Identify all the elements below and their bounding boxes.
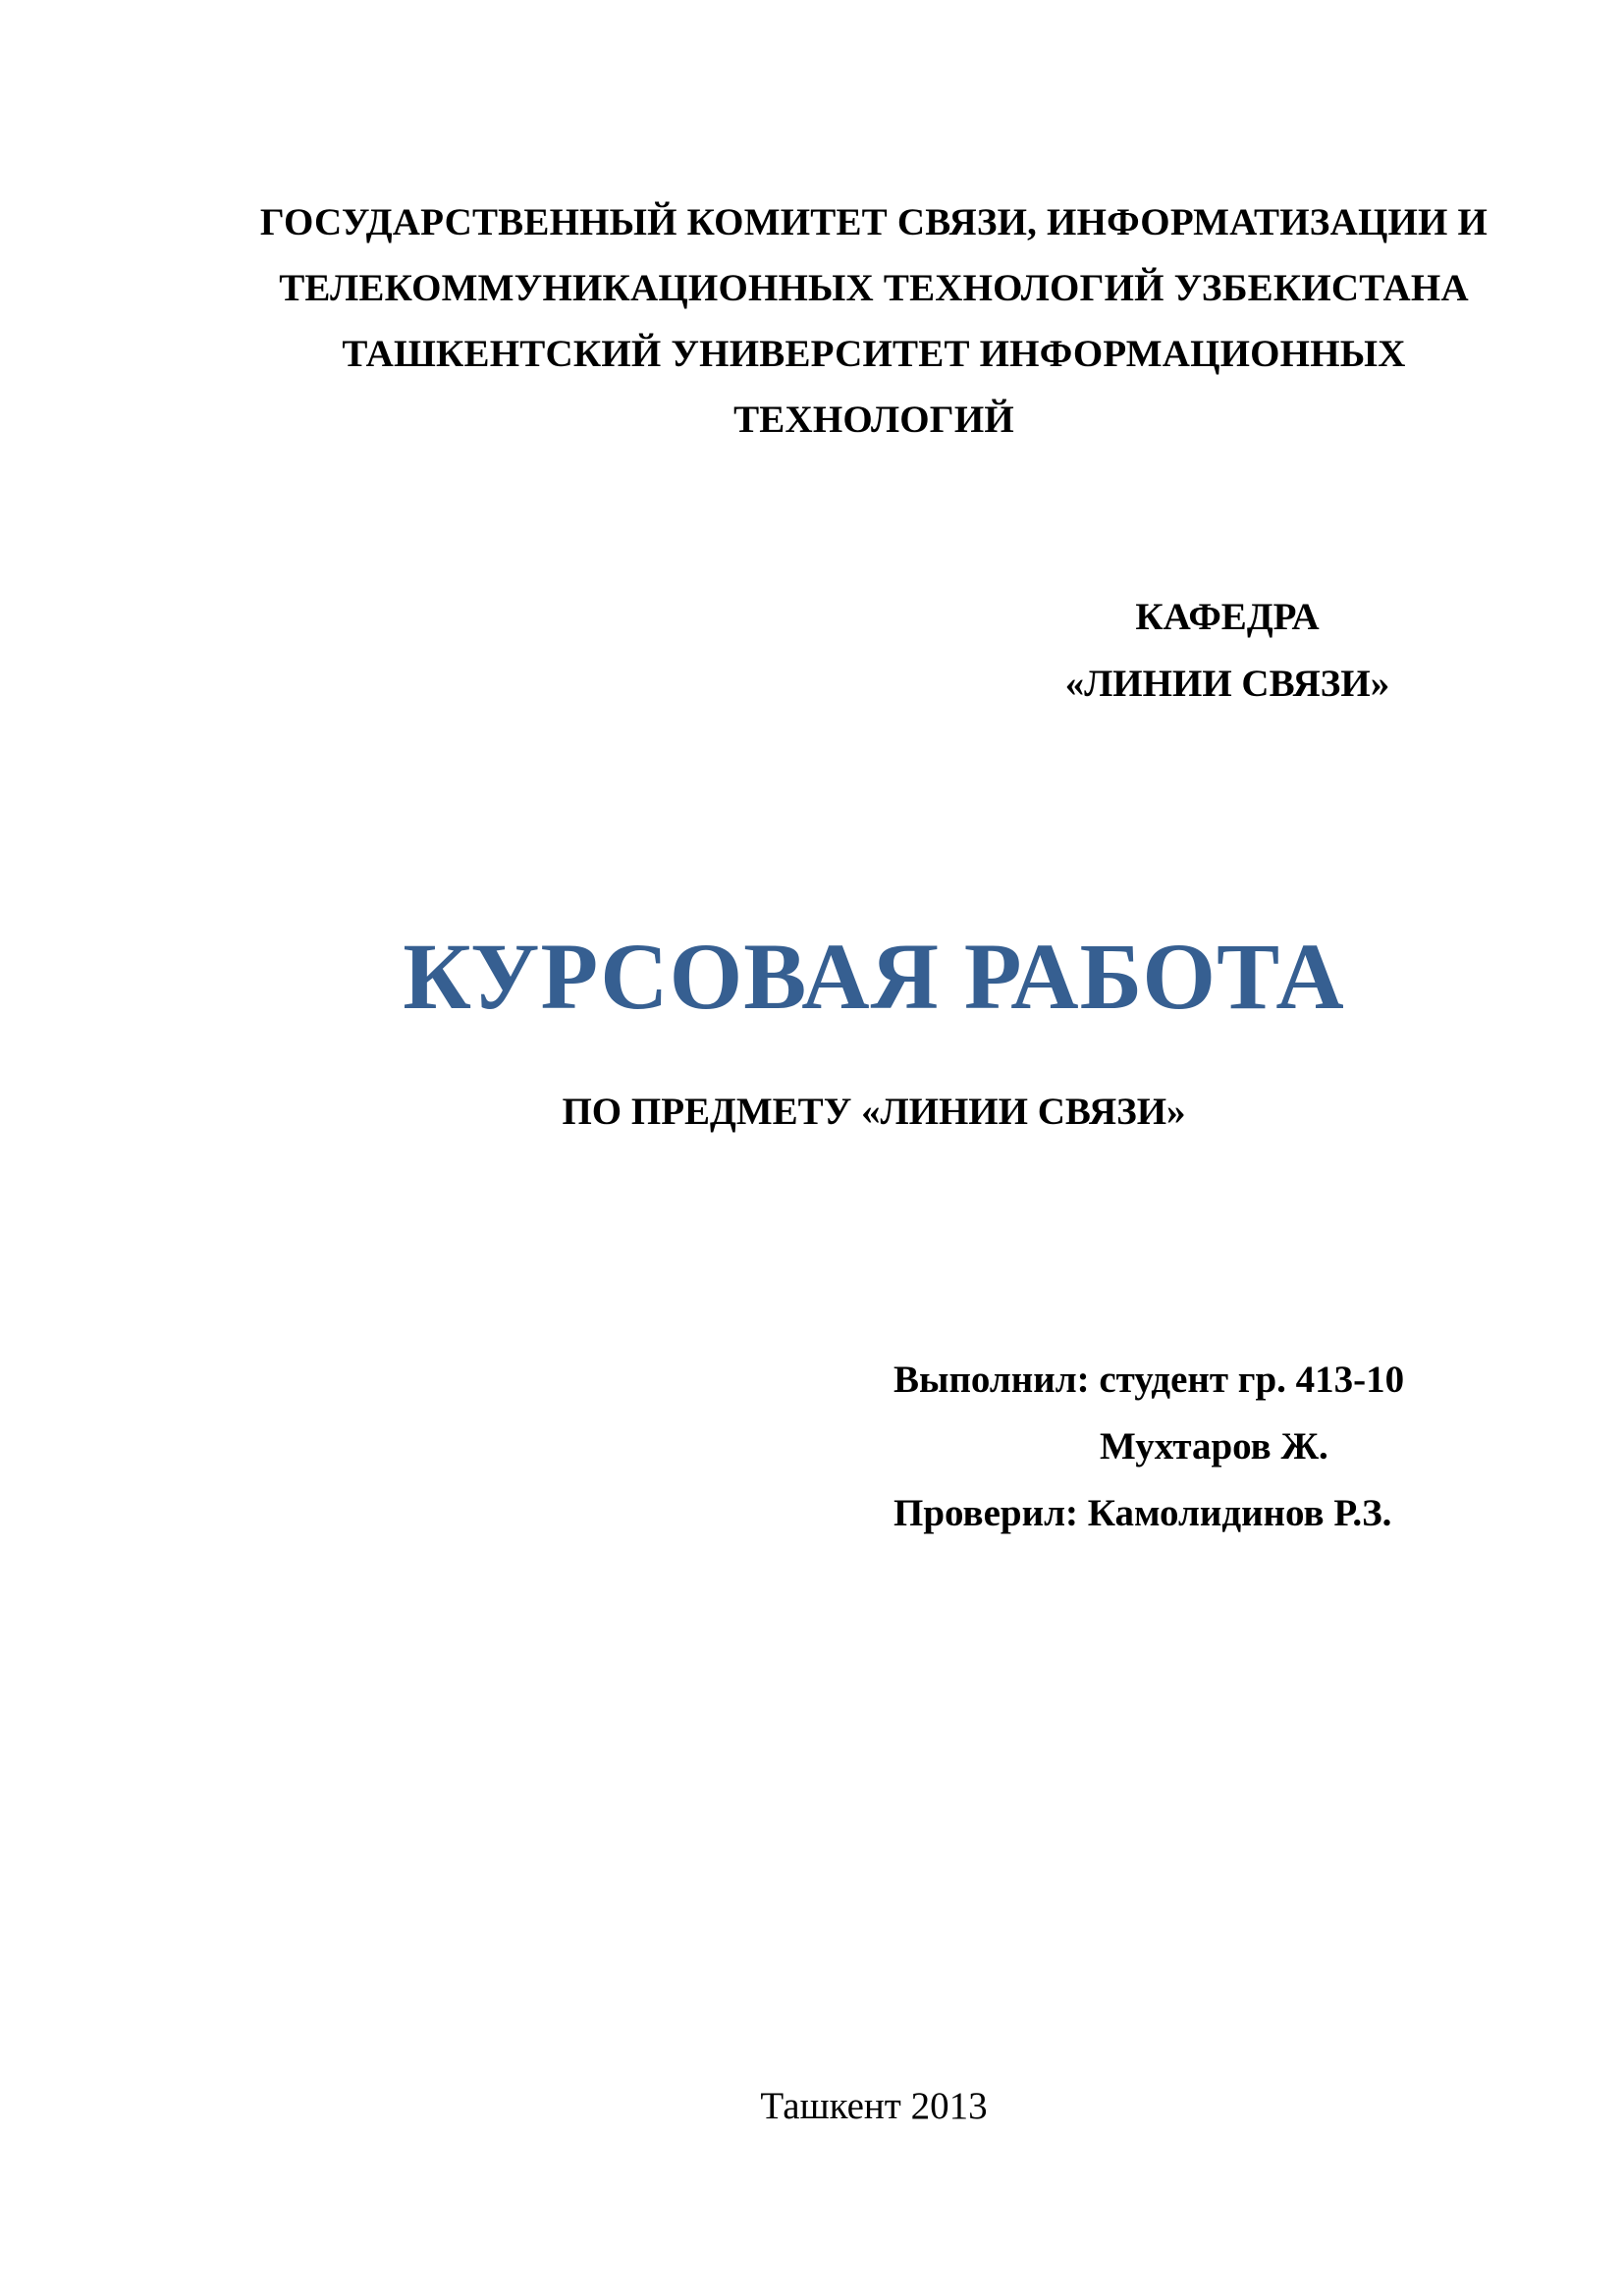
institution-header [0,189,1624,453]
header-line: ГОСУДАРСТВЕННЫЙ КОМИТЕТ СВЯЗИ, ИНФОРМАТИЗАЦИИ И [259,201,1489,243]
authors-block [893,1347,1404,1547]
document-subtitle: ПО ПРЕДМЕТУ «ЛИНИИ СВЯЗИ» [562,1091,1186,1133]
header-line: ТЕХНОЛОГИЙ [733,399,1014,441]
department-block [982,584,1473,718]
header-line: ТАШКЕНТСКИЙ УНИВЕРСИТЕТ ИНФОРМАЦИОННЫХ [342,333,1406,375]
checked-by-line: Проверил: Камолидинов Р.З. [893,1492,1392,1534]
place-year: Ташкент 2013 [760,2085,988,2127]
department-name: «ЛИНИИ СВЯЗИ» [1064,663,1390,705]
department-label: КАФЕДРА [1135,596,1320,638]
document-title: КУРСОВАЯ РАБОТА [403,924,1345,1029]
performed-by-line: Выполнил: студент гр. 413-10 [893,1359,1405,1401]
student-name: Мухтаров Ж. [1100,1425,1328,1468]
header-line: ТЕЛЕКОММУНИКАЦИОННЫХ ТЕХНОЛОГИЙ УЗБЕКИСТАНА [279,267,1469,309]
